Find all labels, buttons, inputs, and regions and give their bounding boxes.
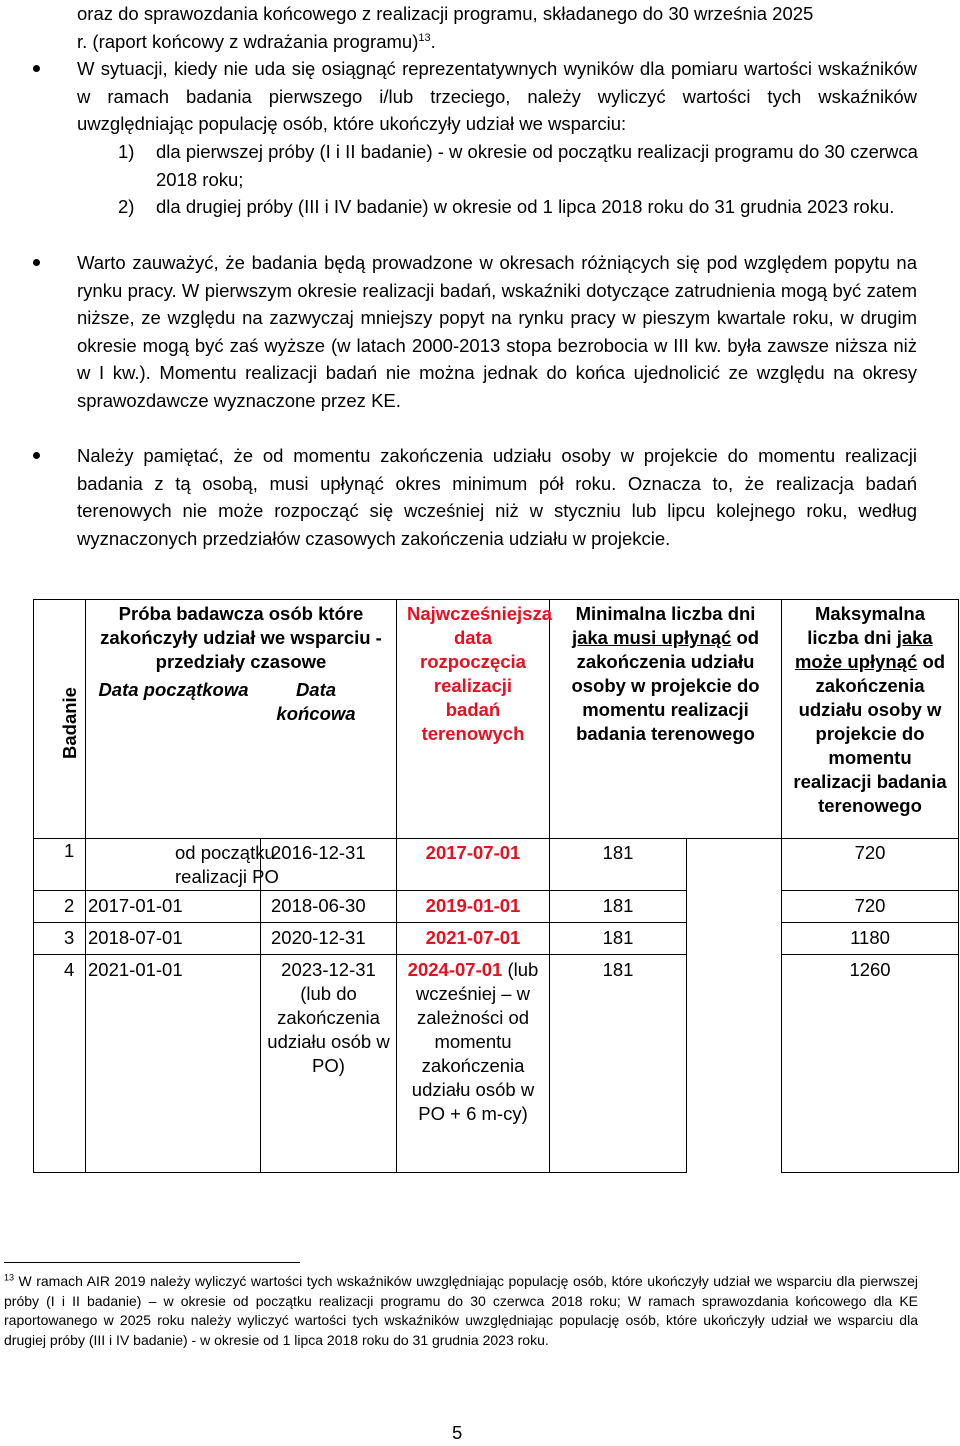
bullet-text: W sytuacji, kiedy nie uda się osiągnąć reprezentatywnych wyników dla pomiaru wartości wskaźników w ramach badania pierwszego i/lub trzeciego, należy wyliczyć wartości tych wskaźników uwzględniając populację osób, które ukończyły udział we wsparciu: [77,58,917,135]
cell-min-dni: 181 [550,955,687,1173]
continuation-line-1: oraz do sprawozdania końcowego z realizacji programu, składanego do 30 września 2025 [77,3,814,24]
cell-spacer [687,891,782,923]
cell-max-dni: 720 [782,839,959,891]
footnote-text: W ramach AIR 2019 należy wyliczyć wartości tych wskaźników uwzględniając populację osób, które ukończyły udział we wsparciu dla pierwszej próby (I i II badanie) – w okresie od początku realizacji programu do 30 czerwca 2018 roku; W ramach sprawozdania końcowego dla KE raportowanego w 2025 roku należy wyliczyć wartości tych wskaźników uwzględniając populację osób, które ukończyły udział we wsparciu dla drugiej próby (III i IV badanie) - w okresie od 1 lipca 2018 roku do 31 grudnia 2023 roku. [4,1273,918,1348]
continuation-paragraph [77,0,917,55]
table-row [34,839,959,891]
table-header-row [34,600,959,839]
cell-data-poczatkowa [86,839,279,891]
numbered-item-text: dla pierwszej próby (I i II badanie) - w okresie od początku realizacji programu do 30 czerwca 2018 roku; [156,141,918,190]
cell-data-koncowa: 2023-12-31 (lub do zakończenia udziału osób w PO) [261,955,397,1173]
cell-spacer [687,955,782,1173]
header-proba-label: Próba badawcza osób które zakończyły udział we wsparciu - przedziały czasowe [100,603,382,672]
bullet-text: Warto zauważyć, że badania będą prowadzone w okresach różniących się pod względem popytu na rynku pracy. W pierwszym okresie realizacji badań, wskaźniki dotyczące zatrudnienia mogą być zatem niższe, ze względu na zazwyczaj mniejszy popyt na rynku pracy w pieszym kwartale roku, w drugim okresie mogą być zaś wyższe (w latach 2000-2013 stopa bezrobocia w III kw. była zawsze niższa niż w I kw.). Momentu realizacji badań nie można jednak do końca ujednolicić ze względu na okresy sprawozdawcze wyznaczone przez KE. [77,252,917,411]
cell-badanie-nr: 2 [34,891,86,923]
cell-badanie-nr: 4 [34,955,86,1173]
bullet-text: Należy pamiętać, że od momentu zakończenia udziału osoby w projekcie do momentu realizacji badania z tą osobą, musi upłynąć okres minimum pół roku. Oznacza to, że realizacja badań terenowych nie może rozpocząć się wcześniej niż w styczniu lub lipcu kolejnego roku, według wyznaczonych przedziałów czasowych zakończenia udziału w projekcie. [77,445,917,549]
bullet-item [77,442,917,552]
cell-max-dni: 720 [782,891,959,923]
header-data-koncowa: Data końcowa [276,679,356,724]
page-number: 5 [452,1422,463,1443]
cell-max-dni: 1260 [782,955,959,1173]
table-row [34,955,959,1173]
header-date-subheads [86,678,396,726]
cell-najwczesniejsza-data [397,955,550,1173]
footnote [4,1272,918,1350]
cell-min-dni: 181 [550,923,687,955]
header-badanie [34,600,86,839]
header-max-text-a: Maksymalna liczba dni [807,603,926,648]
bullet-item [77,55,917,138]
bullet-dot-icon [33,259,40,266]
bullet-dot-icon [33,65,40,72]
header-minimalna-liczba-dni [550,600,782,839]
bullet-dot-icon [33,452,40,459]
footnote-number: 13 [4,1272,15,1283]
numbered-item-text: dla drugiej próby (III i IV badanie) w okresie od 1 lipca 2018 roku do 31 grudnia 2023 roku. [156,196,895,217]
cell-data-poczatkowa: 2018-07-01 [86,923,261,955]
header-min-text-a: Minimalna liczba dni [575,603,756,624]
cell-badanie-nr: 1 [34,839,86,891]
bullet-item [77,249,917,415]
continuation-line-2-text: r. (raport końcowy z wdrażania programu) [77,30,419,52]
header-maksymalna-liczba-dni [782,600,959,839]
cell-data-poczatkowa: 2021-01-01 [86,955,261,1173]
cell-najwczesniejsza-data: 2017-07-01 [397,839,550,891]
cell-earliest-date: 2024-07-01 [407,959,503,980]
table-row [34,891,959,923]
cell-start-text: od początku realizacji PO [175,842,279,887]
cell-data-koncowa: 2018-06-30 [261,891,397,923]
survey-schedule-table [33,599,959,1173]
header-min-text-b: od zakończenia udziału osoby w projekcie do momentu realizacji badania terenowego [571,627,760,744]
cell-spacer [687,839,782,891]
cell-min-dni: 181 [550,839,687,891]
continuation-line-2-end: . [430,30,436,52]
header-max-text-b: od zakończenia udziału osoby w projekcie do momentu realizacji badania terenowego [793,651,947,816]
continuation-line-2 [77,28,917,56]
header-min-underlined: jaka musi upłynąć [571,627,732,648]
cell-min-dni: 181 [550,891,687,923]
header-najwczesniejsza-data: Najwcześniejsza data rozpoczęcia realizacji badań terenowych [397,600,550,839]
cell-earliest-note: (lub wcześniej – w zależności od momentu zakończenia udziału osób w PO + 6 m-cy) [411,959,539,1124]
header-proba [86,600,397,839]
cell-spacer [687,923,782,955]
footnote-separator [4,1262,300,1263]
header-data-poczatkowa: Data początkowa [98,679,249,700]
cell-najwczesniejsza-data: 2021-07-01 [397,923,550,955]
cell-najwczesniejsza-data: 2019-01-01 [397,891,550,923]
header-badanie-label: Badanie [59,687,80,759]
cell-max-dni: 1180 [782,923,959,955]
cell-badanie-nr: 3 [34,923,86,955]
cell-data-poczatkowa: 2017-01-01 [86,891,261,923]
numbered-item-number: 2) [118,196,135,217]
numbered-item-number: 1) [118,141,135,162]
cell-data-koncowa: 2020-12-31 [261,923,397,955]
cell-data-koncowa: 2016-12-31 [261,839,397,891]
header-max-underlined: jaka może upłynąć [794,627,933,672]
footnote-reference[interactable]: 13 [418,31,431,44]
table-row [34,923,959,955]
